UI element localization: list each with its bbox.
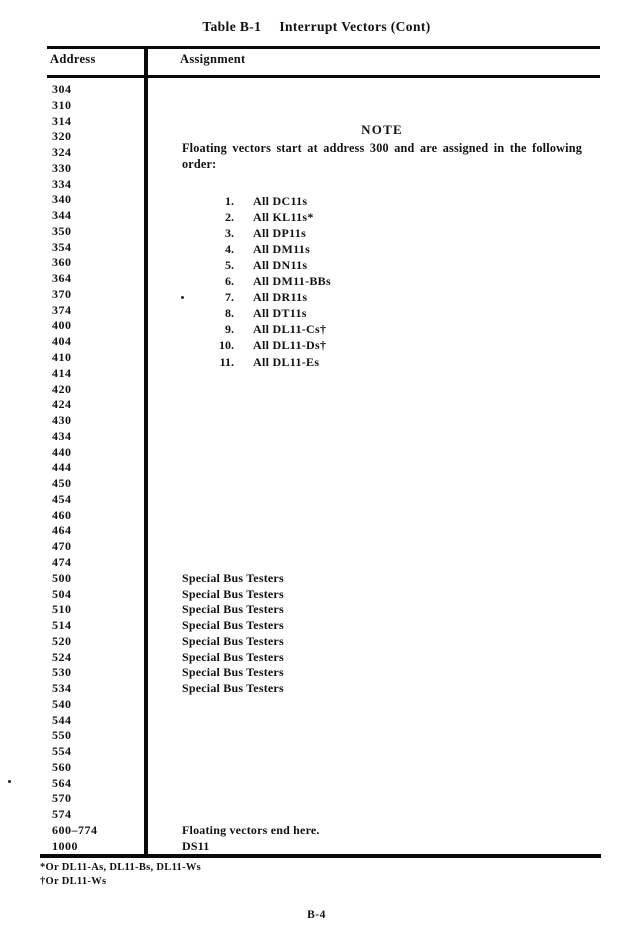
note-item-label: All DL11-Es xyxy=(253,354,320,369)
scan-artifact-dot xyxy=(181,296,184,299)
table-row xyxy=(47,397,600,413)
address-cell: 334 xyxy=(52,176,72,191)
column-header-assignment: Assignment xyxy=(180,52,246,66)
assignment-cell: Special Bus Testers xyxy=(182,633,284,648)
assignment-cell xyxy=(144,776,182,792)
address-cell: 554 xyxy=(52,744,72,759)
assignment-cell: Floating vectors end here. xyxy=(182,822,320,837)
address-cell: 544 xyxy=(52,712,72,727)
assignment-cell xyxy=(144,744,182,760)
note-item-label: All KL11s* xyxy=(253,209,314,224)
note-body-text: Floating vectors start at address 300 and are assigned in the following order: xyxy=(182,141,582,171)
address-cell: 360 xyxy=(52,255,72,270)
table-row xyxy=(47,492,600,508)
note-item-label: All DL11-Cs† xyxy=(253,322,327,337)
note-item-label: All DM11-BBs xyxy=(253,274,331,289)
assignment-cell xyxy=(144,161,182,177)
address-cell: 520 xyxy=(52,633,72,648)
address-cell: 1000 xyxy=(52,838,78,853)
page-number: B-4 xyxy=(307,909,326,921)
assignment-cell xyxy=(144,413,182,429)
assignment-cell xyxy=(144,129,182,145)
assignment-cell xyxy=(144,492,182,508)
note-item-label: All DL11-Ds† xyxy=(253,338,327,353)
note-item-label: All DR11s xyxy=(253,290,308,305)
address-cell: 450 xyxy=(52,476,72,491)
address-cell: 364 xyxy=(52,271,72,286)
address-cell: 414 xyxy=(52,365,72,380)
address-cell: 514 xyxy=(52,618,72,633)
note-item-number: 2. xyxy=(225,209,234,224)
assignment-cell xyxy=(144,224,182,240)
address-cell: 534 xyxy=(52,681,72,696)
assignment-cell xyxy=(144,539,182,555)
footnote-asterisk: *Or DL11-As, DL11-Bs, DL11-Ws xyxy=(40,862,202,873)
table-row xyxy=(47,555,600,571)
table-row xyxy=(47,697,600,713)
table-row xyxy=(47,523,600,539)
address-cell: 320 xyxy=(52,129,72,144)
assignment-cell xyxy=(144,271,182,287)
table-row xyxy=(47,713,600,729)
table-row xyxy=(47,650,600,666)
address-cell: 374 xyxy=(52,302,72,317)
note-list-item xyxy=(182,273,582,289)
address-cell: 540 xyxy=(52,696,72,711)
note-item-number: 1. xyxy=(225,193,234,208)
assignment-cell xyxy=(144,460,182,476)
table-row xyxy=(47,98,600,114)
note-item-number: 9. xyxy=(225,322,234,337)
assignment-cell xyxy=(144,697,182,713)
assignment-cell xyxy=(144,728,182,744)
note-item-number: 5. xyxy=(225,257,234,272)
address-cell: 420 xyxy=(52,381,72,396)
address-cell: 464 xyxy=(52,523,72,538)
assignment-cell xyxy=(144,192,182,208)
address-cell: 434 xyxy=(52,428,72,443)
address-cell: 340 xyxy=(52,192,72,207)
address-cell: 504 xyxy=(52,586,72,601)
assignment-cell xyxy=(144,177,182,193)
note-list-item xyxy=(182,289,582,305)
address-cell: 370 xyxy=(52,286,72,301)
table-row xyxy=(47,744,600,760)
table-row xyxy=(47,602,600,618)
table-row xyxy=(47,665,600,681)
address-cell: 454 xyxy=(52,491,72,506)
address-cell: 444 xyxy=(52,460,72,475)
table-title-number: Table B-1 xyxy=(202,19,262,34)
table-title xyxy=(0,19,633,35)
assignment-cell xyxy=(144,760,182,776)
assignment-cell xyxy=(144,555,182,571)
address-cell: 470 xyxy=(52,539,72,554)
assignment-cell xyxy=(144,255,182,271)
assignment-cell: Special Bus Testers xyxy=(182,602,284,617)
assignment-cell xyxy=(144,82,182,98)
table-row xyxy=(47,760,600,776)
note-item-label: All DM11s xyxy=(253,241,311,256)
table-row xyxy=(47,587,600,603)
address-cell: 560 xyxy=(52,759,72,774)
note-item-label: All DT11s xyxy=(253,306,307,321)
note-item-label: All DN11s xyxy=(253,257,308,272)
note-item-label: All DC11s xyxy=(253,193,308,208)
address-cell: 404 xyxy=(52,334,72,349)
assignment-cell xyxy=(144,240,182,256)
table-row xyxy=(47,839,600,855)
note-ordered-list xyxy=(182,193,582,370)
table-title-text: Interrupt Vectors (Cont) xyxy=(279,19,431,34)
address-cell: 310 xyxy=(52,97,72,112)
address-cell: 460 xyxy=(52,507,72,522)
note-list-item xyxy=(182,225,582,241)
note-item-label: All DP11s xyxy=(253,225,307,240)
table-row xyxy=(47,445,600,461)
note-list-item xyxy=(182,337,582,353)
address-cell: 600–774 xyxy=(52,822,98,837)
table-row xyxy=(47,476,600,492)
address-cell: 410 xyxy=(52,350,72,365)
assignment-cell: Special Bus Testers xyxy=(182,665,284,680)
address-cell: 474 xyxy=(52,554,72,569)
assignment-cell xyxy=(144,791,182,807)
address-cell: 510 xyxy=(52,602,72,617)
table-row xyxy=(47,539,600,555)
note-list-item xyxy=(182,209,582,225)
assignment-cell xyxy=(144,287,182,303)
note-list-item xyxy=(182,257,582,273)
address-cell: 324 xyxy=(52,145,72,160)
address-cell: 500 xyxy=(52,570,72,585)
address-cell: 330 xyxy=(52,160,72,175)
address-cell: 354 xyxy=(52,239,72,254)
address-cell: 570 xyxy=(52,791,72,806)
address-cell: 314 xyxy=(52,113,72,128)
table-row xyxy=(47,634,600,650)
table-row xyxy=(47,618,600,634)
address-cell: 424 xyxy=(52,397,72,412)
address-cell: 400 xyxy=(52,318,72,333)
assignment-cell xyxy=(144,429,182,445)
note-list-item xyxy=(182,321,582,337)
assignment-cell xyxy=(144,397,182,413)
assignment-cell: Special Bus Testers xyxy=(182,681,284,696)
note-item-number: 7. xyxy=(225,290,234,305)
assignment-cell xyxy=(144,334,182,350)
table-header-rule xyxy=(47,75,600,78)
assignment-cell xyxy=(144,350,182,366)
note-item-number: 4. xyxy=(225,241,234,256)
assignment-cell: Special Bus Testers xyxy=(182,586,284,601)
footnote-dagger: †Or DL11-Ws xyxy=(40,876,107,887)
table-row xyxy=(47,460,600,476)
address-cell: 344 xyxy=(52,208,72,223)
column-header-address: Address xyxy=(50,52,96,66)
note-list-item xyxy=(182,193,582,209)
assignment-cell xyxy=(144,476,182,492)
assignment-cell xyxy=(144,98,182,114)
table-row xyxy=(47,807,600,823)
table-bottom-rule xyxy=(40,854,601,858)
table-row xyxy=(47,571,600,587)
assignment-cell xyxy=(144,366,182,382)
table-row xyxy=(47,823,600,839)
assignment-cell xyxy=(144,145,182,161)
assignment-cell xyxy=(144,208,182,224)
address-cell: 304 xyxy=(52,82,72,96)
table-row xyxy=(47,791,600,807)
note-list-item xyxy=(182,241,582,257)
address-cell: 530 xyxy=(52,665,72,680)
address-cell: 550 xyxy=(52,728,72,743)
note-list-item xyxy=(182,354,582,370)
note-item-number: 11. xyxy=(219,354,234,369)
assignment-cell xyxy=(144,445,182,461)
assignment-cell: Special Bus Testers xyxy=(182,649,284,664)
address-cell: 350 xyxy=(52,223,72,238)
address-cell: 430 xyxy=(52,413,72,428)
table-row xyxy=(47,728,600,744)
assignment-cell xyxy=(144,508,182,524)
note-item-number: 8. xyxy=(225,306,234,321)
scan-artifact-dot xyxy=(8,780,11,783)
assignment-cell: Special Bus Testers xyxy=(182,618,284,633)
note-block xyxy=(182,122,582,370)
assignment-cell: Special Bus Testers xyxy=(182,570,284,585)
address-cell: 564 xyxy=(52,775,72,790)
table-top-rule xyxy=(47,46,600,49)
note-list-item xyxy=(182,305,582,321)
address-cell: 524 xyxy=(52,649,72,664)
table-row xyxy=(47,382,600,398)
table-row xyxy=(47,82,600,98)
table-row xyxy=(47,776,600,792)
note-item-number: 10. xyxy=(219,338,234,353)
assignment-cell xyxy=(144,382,182,398)
table-row xyxy=(47,429,600,445)
note-heading: NOTE xyxy=(361,122,403,137)
assignment-cell: DS11 xyxy=(182,838,210,853)
table-row xyxy=(47,681,600,697)
address-cell: 440 xyxy=(52,444,72,459)
assignment-cell xyxy=(144,713,182,729)
assignment-cell xyxy=(144,114,182,130)
table-row xyxy=(47,508,600,524)
assignment-cell xyxy=(144,807,182,823)
note-item-number: 6. xyxy=(225,274,234,289)
assignment-cell xyxy=(144,303,182,319)
assignment-cell xyxy=(144,318,182,334)
address-cell: 574 xyxy=(52,807,72,822)
assignment-cell xyxy=(144,523,182,539)
table-row xyxy=(47,413,600,429)
note-item-number: 3. xyxy=(225,225,234,240)
